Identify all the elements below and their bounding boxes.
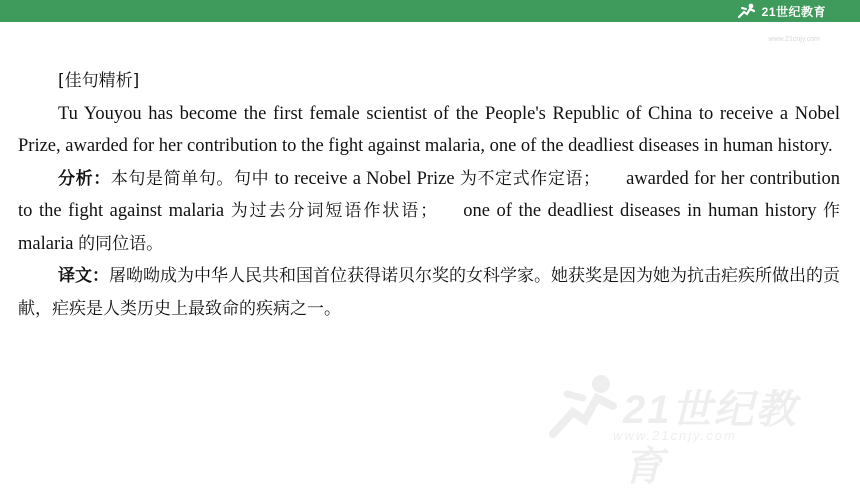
analysis-phrase-3: one of the deadliest diseases in human history <box>463 201 817 221</box>
watermark-text: 21世纪教育 <box>623 388 798 489</box>
analysis-label: 分析： <box>58 168 111 189</box>
watermark <box>535 372 835 489</box>
analysis-phrase-1: to receive a Nobel Prize <box>274 168 455 189</box>
analysis-phrase-4: malaria <box>18 233 74 254</box>
example-sentence: Tu Youyou has become the first female scientist of the People's Republic of China to receive a Nobel Prize, awarded for her contribution to the fight against malaria, one of the deadliest diseases in human history. <box>18 103 840 156</box>
site-logo <box>736 2 826 20</box>
main-content <box>18 65 840 325</box>
translation-text: 屠呦呦成为中华人民共和国首位获得诺贝尔奖的女科学家。她获奖是因为她为抗击疟疾所做出的贡献，疟疾是人类历史上最致命的疾病之一。 <box>18 266 840 319</box>
logo-text: 21世纪教育 <box>761 4 826 19</box>
section-heading: [佳句精析] <box>58 71 140 91</box>
header-bar <box>0 0 860 22</box>
analysis-paragraph <box>18 163 840 261</box>
analysis-text-4: 作 <box>823 201 841 221</box>
analysis-text-5: 的同位语。 <box>78 233 164 254</box>
translation-paragraph <box>18 260 840 325</box>
watermark-url: www.21cnjy.com <box>613 428 737 443</box>
runner-icon <box>736 3 758 19</box>
logo-url: www.21cnjy.com <box>768 36 820 43</box>
analysis-text-3: 为过去分词短语作状语； <box>230 201 438 221</box>
analysis-phrase-2: awarded for her contribution to the fight against malaria <box>18 168 841 221</box>
analysis-text-1: 本句是简单句。句中 <box>110 168 270 189</box>
translation-label: 译文： <box>58 266 109 286</box>
analysis-text-2: 为不定式作定语； <box>459 168 601 189</box>
